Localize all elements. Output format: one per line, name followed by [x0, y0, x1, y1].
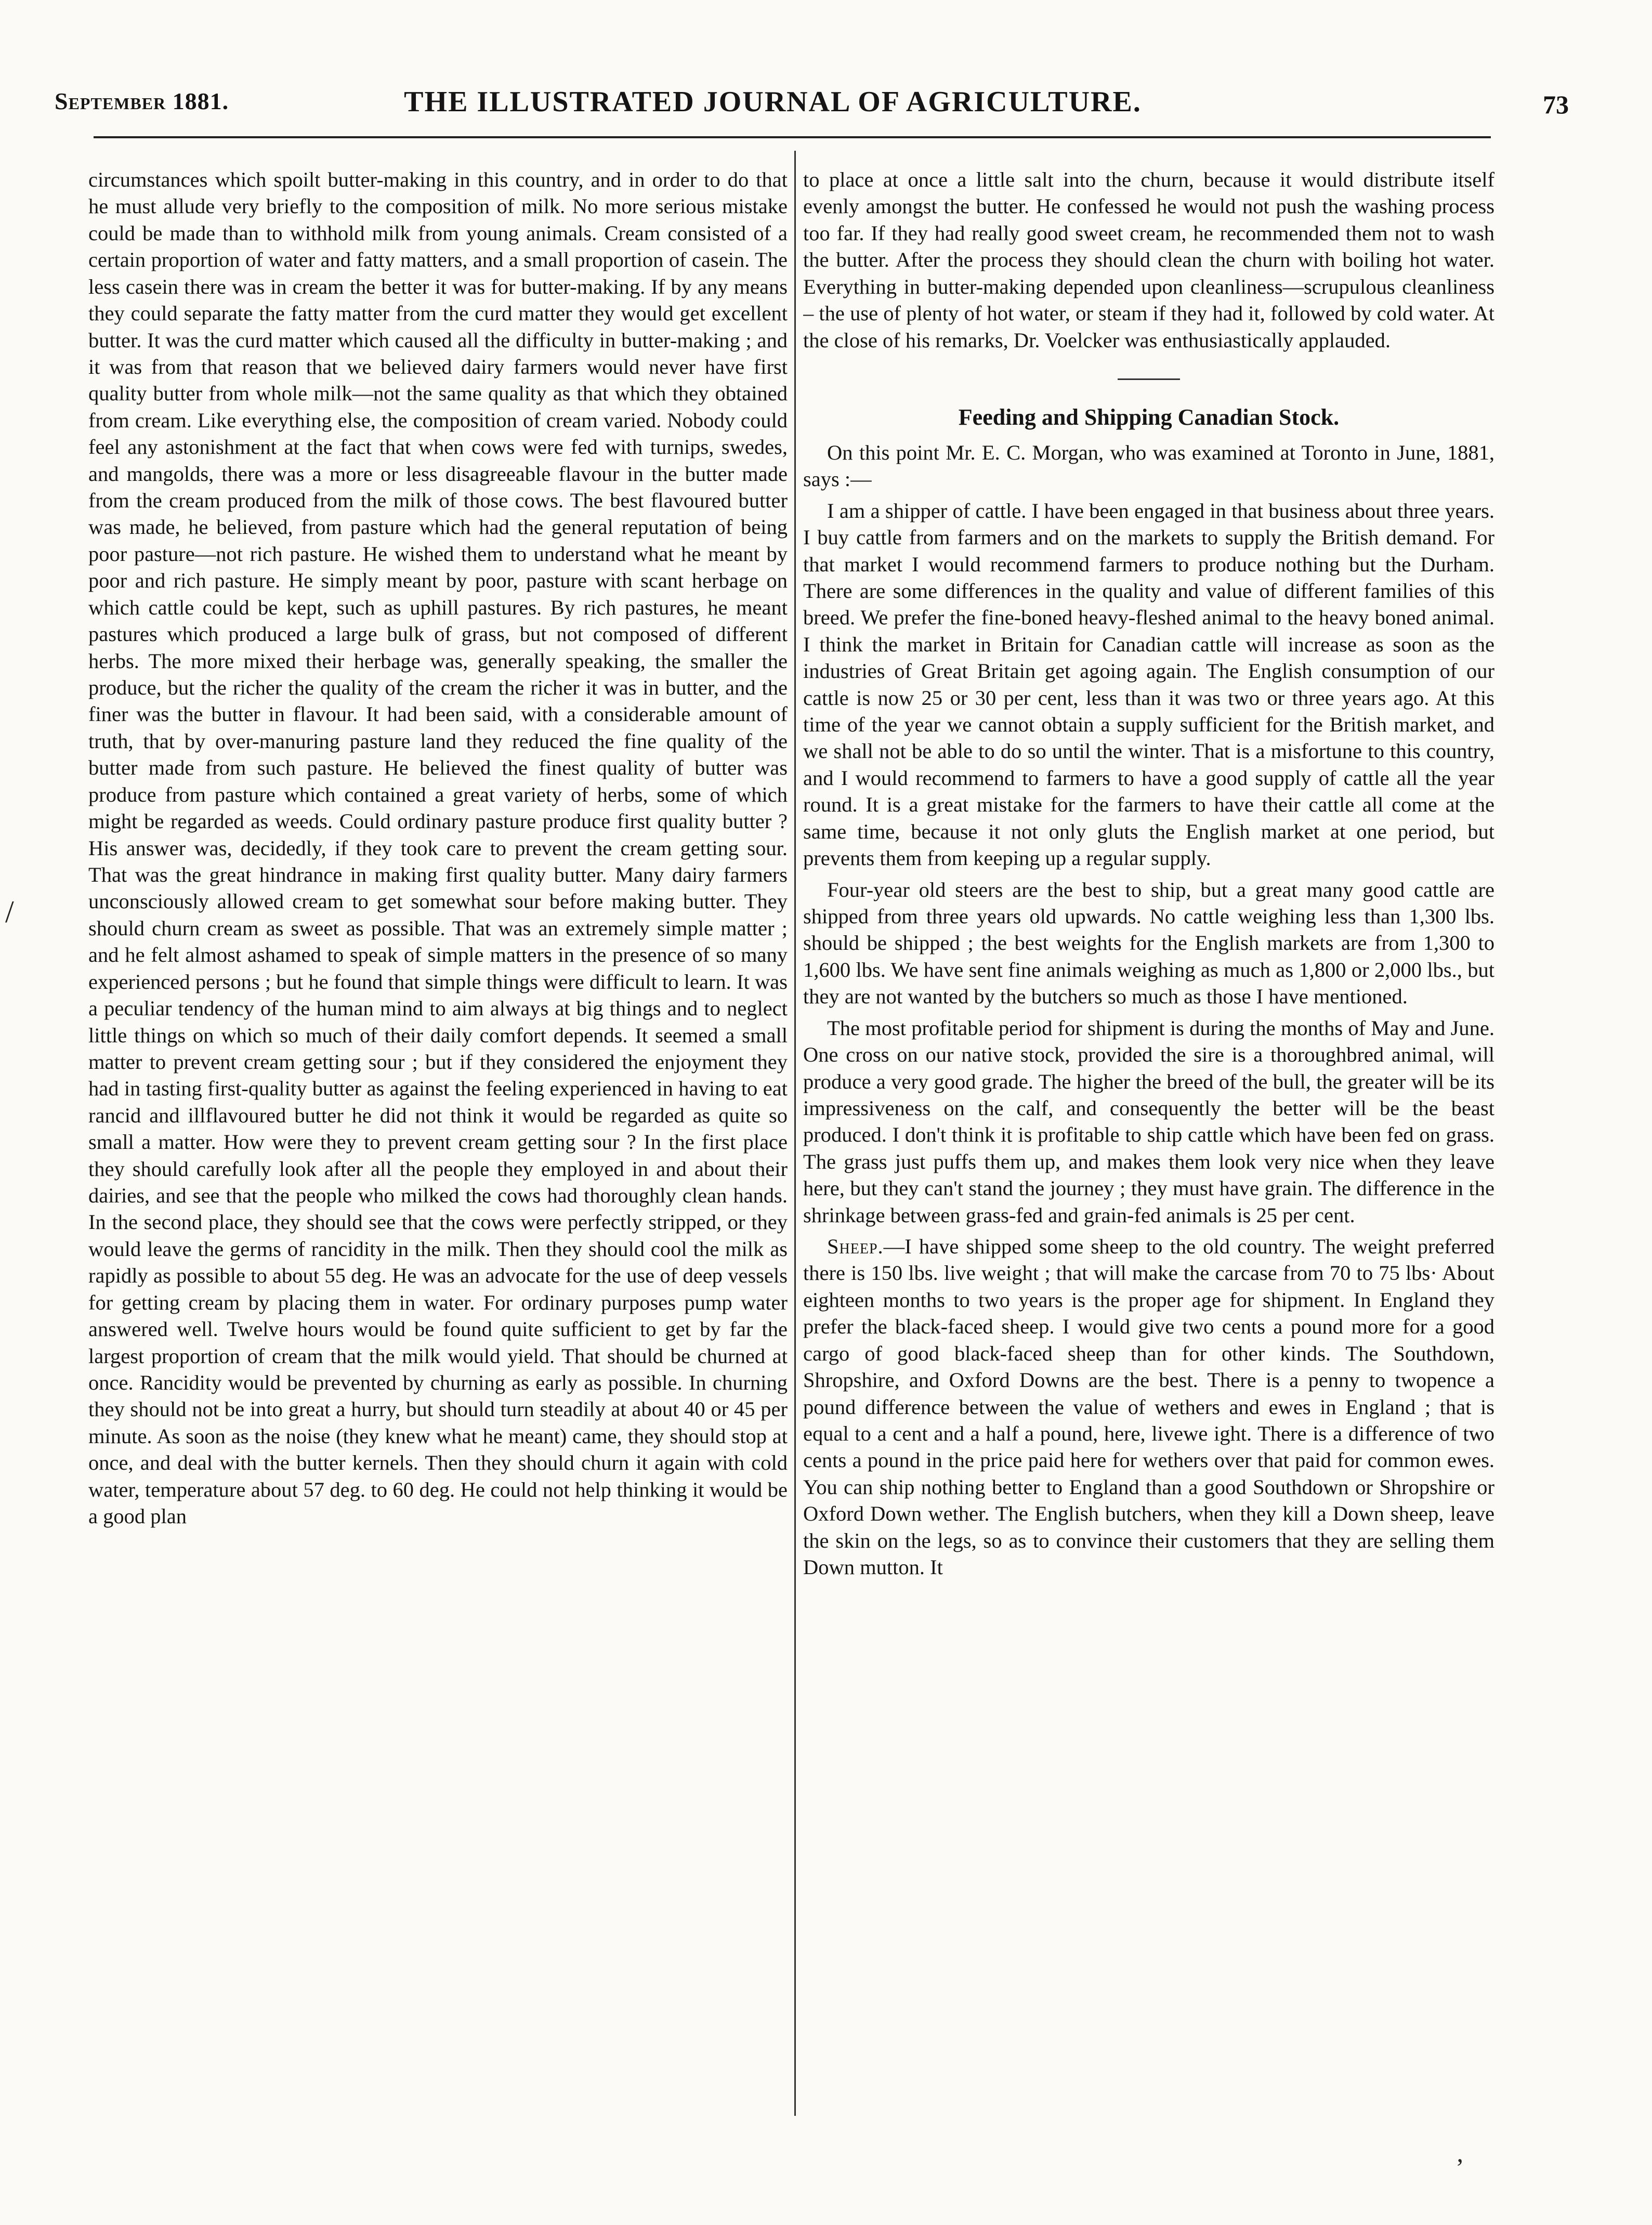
sheep-text: —I have shipped some sheep to the old country. The weight preferred there is 150 lbs. live weight ; that will make the carcase from 70 to 75 lbs· About eighteen months to two years is the proper age for shipment. In England they prefer the black-faced sheep. I would give two cents a pound more for a good cargo of good black-faced sheep than for other kinds. The Southdown, Shropshire, and Oxford Downs are the best. There is a penny to twopence a pound difference between the value of wethers and ewes in England ; that is equal to a cent and a half a pound, here, livewe ight. There is a difference of two cents a pound in the price paid here for wethers over that paid for common ewes. You can ship nothing better to England than a good Southdown or Shropshire or Oxford Down wether. The English butchers, when they kill a Down sheep, leave the skin on the legs, so as to convince their customers that they are selling them Down mutton. It: [803, 1235, 1494, 1579]
paragraph: On this point Mr. E. C. Morgan, who was examined at Toronto in June, 1881, says :—: [803, 440, 1494, 491]
page-number: 73: [1543, 90, 1569, 119]
journal-title: THE ILLUSTRATED JOURNAL OF AGRICULTURE.: [404, 86, 1142, 118]
paragraph: [803, 1233, 1494, 1580]
left-column: [88, 166, 788, 2116]
paragraph: Four-year old steers are the best to ship, but a great many good cattle are shipped from three years old upwards. No cattle weighing less than 1,300 lbs. should be shipped ; the best weights for the English markets are from 1,300 to 1,600 lbs. We have sent fine animals weighing as much as 1,800 or 2,000 lbs., but they are not wanted by the butchers so much as those I have mentioned.: [803, 878, 1494, 1009]
section-separator: [1118, 378, 1180, 380]
column-rule: [794, 151, 796, 2116]
margin-mark: ’: [1456, 2153, 1464, 2182]
paragraph: The most profitable period for shipment is during the months of May and June. One cross on our native stock, provided the sire is a thoroughbred animal, will produce a very good grade. The higher the breed of the bull, the greater will be its impressiveness on the calf, and consequently the better will be the beast produced. I don't think it is profitable to ship cattle which have been fed on grass. The grass just puffs them up, and makes them look very nice when they leave here, but they can't stand the journey ; they must have grain. The difference in the shrinkage between grass-fed and grain-fed animals is 25 per cent.: [803, 1016, 1494, 1227]
paragraph: to place at once a little salt into the churn, because it would distribute itself evenly amongst the butter. He confessed he would not push the washing process too far. If they had really good sweet cream, he recommended them not to wash the butter. After the process they should clean the churn with boiling hot water. Everything in butter-making depended upon cleanliness—scrupulous cleanliness – the use of plenty of hot water, or steam if they had it, followed by cold water. At the close of his remarks, Dr. Voelcker was enthusiastically applauded.: [803, 168, 1494, 352]
issue-date: September 1881.: [55, 88, 229, 114]
paragraph: I am a shipper of cattle. I have been engaged in that business about three years. I buy cattle from farmers and on the markets to supply the British demand. For that market I would recommend farmers to produce nothing but the Durham. There are some differences in the quality and value of different families of this breed. We prefer the fine-boned heavy-fleshed animal to the heavy boned animal. I think the market in Britain for Canadian cattle will increase as soon as the industries of Great Britain get agoing again. The English consumption of our cattle is now 25 or 30 per cent, less than it was two or three years ago. At this time of the year we cannot obtain a supply sufficient for the British market, and we shall not be able to do so until the winter. That is a misfortune to this country, and I would recommend to farmers to have a good supply of cattle all the year round. It is a great mistake for the farmers to have their cattle all come at the same time, because it not only gluts the English market at one period, but prevents them from keeping up a regular supply.: [803, 499, 1494, 870]
article-title: Feeding and Shipping Canadian Stock.: [958, 404, 1340, 430]
running-head: [55, 78, 1569, 120]
right-column: [803, 166, 1494, 2116]
header-rule: [94, 136, 1491, 138]
margin-mark: /: [5, 895, 14, 929]
sheep-heading: Sheep.: [827, 1235, 884, 1259]
paragraph: circumstances which spoilt butter-making in this country, and in order to do that he must allude very briefly to the composition of milk. No more serious mistake could be made than to withhold milk from young animals. Cream consisted of a certain proportion of water and fatty matters, and a small proportion of casein. The less casein there was in cream the better it was for butter-making. If by any means they could separate the fatty matter from the curd matter they would get excellent butter. It was the curd matter which caused all the difficulty in butter-making ; and it was from that reason that we believed dairy farmers would never have first quality butter from whole milk—not the same quality as that which they obtained from cream. Like everything else, the composition of cream varied. Nobody could feel any astonishment at the fact that when cows were fed with turnips, swedes, and mangolds, there was a more or less disagreeable flavour in the butter made from the cream produced from the milk of those cows. The best flavoured butter was made, he believed, from pasture which had the general reputation of being poor pasture—not rich pasture. He wished them to understand what he meant by poor and rich pasture. He simply meant by poor, pasture with scant herbage on which cattle could be kept, such as uphill pastures. By rich pastures, he meant pastures which produced a large bulk of grass, but not composed of different herbs. The more mixed their herbage was, generally speaking, the smaller the produce, but the richer the quality of the cream the richer it was in butter, and the finer was the butter in flavour. It had been said, with a considerable amount of truth, that by over-manuring pasture land they reduced the fine quality of the butter made from such pasture. He believed the finest quality of butter was produce from pasture which contained a great variety of herbs, some of which might be regarded as weeds. Could ordinary pasture produce first quality butter ? His answer was, decidedly, if they took care to prevent the cream getting sour. That was the great hindrance in making first quality butter. Many dairy farmers unconsciously allowed cream to get somewhat sour before making butter. They should churn cream as sweet as possible. That was an extremely simple matter ; and he felt almost ashamed to speak of simple matters in the presence of so many experienced persons ; but he found that simple things were difficult to learn. It was a peculiar tendency of the human mind to aim always at big things and to neglect little things on which so much of their daily comfort depends. It seemed a small matter to prevent cream getting sour ; but if they considered the enjoyment they had in tasting first-quality butter as against the feeling experienced in having to eat rancid and illflavoured butter he did not think it would be regarded as quite so small a matter. How were they to prevent cream getting sour ? In the first place they should carefully look after all the people they employed in and about their dairies, and see that the people who milked the cows had thoroughly clean hands. In the second place, they should see that the cows were perfectly stripped, or they would leave the germs of rancidity in the milk. Then they should cool the milk as rapidly as possible to about 55 deg. He was an advocate for the use of deep vessels for getting cream by placing them in water. For ordinary purposes pump water answered well. Twelve hours would be found quite sufficient to get by far the largest proportion of cream that the milk would yield. That should be churned at once. Rancidity would be prevented by churning as early as possible. In churning they should not be into great a hurry, but should turn steadily at about 40 or 45 per minute. As soon as the noise (they knew what he meant) came, they should stop at once, and deal with the butter kernels. Then they should churn it again with cold water, temperature about 57 deg. to 60 deg. He could not help thinking it would be a good plan: [88, 168, 788, 1528]
